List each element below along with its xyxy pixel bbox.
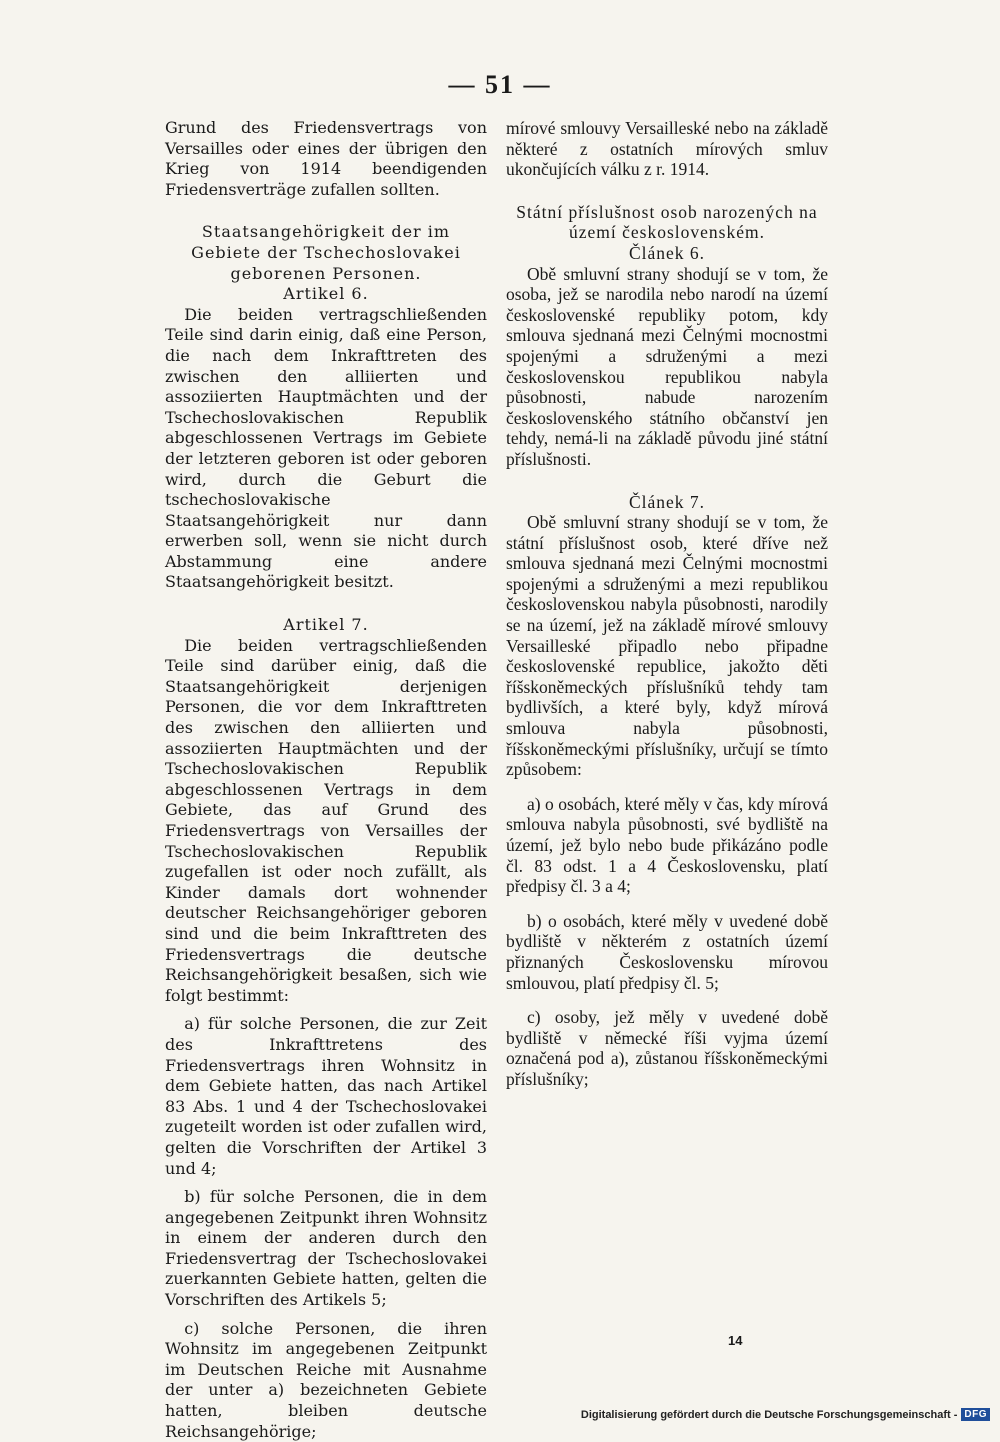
czech-article6-text: Obě smluvní strany shodují se v tom, že osoba, jež se narodila nebo narodí na území československé republiky potom, kdy smlouva sjednaná mezi Čelnými mocnostmi spojenými a sdruženými a mezi československou republikou nabyla působnosti, nabude narozením československého státního občanství jen tehdy, nemá-li na základě původu jiné státní příslušnosti. [506, 263, 828, 469]
german-article7-text: Die beiden vertragschließenden Teile sind darüber einig, daß die Staatsangehörigkeit derjenigen Personen, die vor dem Inkrafttreten des zwischen den alliierten und assoziierten Hauptmächten und der Tschechoslovakischen Republik abgeschlossenen Vertrags in dem Gebiete, das auf Grund des Friedensvertrags von Versailles der Tschechoslovakischen Republik zugefallen ist oder noch zufällt, als Kinder damals dort wohnender deutscher Reichsangehöriger geboren sind und die beim Inkrafttreten des Friedensvertrags die deutsche Reichsangehörigkeit besaßen, sich wie folgt bestimmt: [165, 635, 487, 1005]
page-number: — 51 — [448, 70, 552, 99]
czech-section-title: Státní příslušnost osob narozených na území československém. [516, 201, 818, 243]
signature-mark: 14 [728, 1333, 743, 1348]
czech-article7-text: Obě smluvní strany shodují se v tom, že státní příslušnost osob, které dříve než smlouva sjednaná mezi Čelnými mocnostmi spojenými a sdruženými a mezi republikou československou nabyla působnosti, narodily se na území, jež na základě mírové smlouvy Versailleské připadlo nebo připadne československé republice, jakožto děti říšskoněmeckých příslušníků tehdy tam bydlivších, a které byly, když mírová smlouva nabyla působnosti, říšskoněmeckými příslušníky, určují se tímto způsobem: [506, 512, 828, 780]
german-article7-title: Artikel 7. [283, 615, 369, 635]
czech-item-c: c) osoby, jež měly v uvedené době bydliště v německé říši vyjma území označená pod a), zůstanou říšskoněmeckými příslušníky; [506, 1007, 828, 1089]
german-article6-title: Artikel 6. [283, 284, 369, 304]
german-opening-paragraph: Grund des Friedensvertrags von Versailles oder eines der übrigen den Krieg von 1914 beendigenden Friedensverträge zufallen sollten. [165, 118, 487, 199]
czech-opening-paragraph: mírové smlouvy Versailleské nebo na základě některé z ostatních mírových smluv ukončujících válku z r. 1914. [506, 118, 828, 180]
czech-column [506, 118, 828, 1090]
german-item-c: c) solche Personen, die ihren Wohnsitz im angegebenen Zeitpunkt im Deutschen Reiche mit Ausnahme der unter a) bezeichneten Gebiete hatten, bleiben deutsche Reichsangehörige; [165, 1318, 487, 1441]
german-section-title: Staatsangehörigkeit der im Gebiete der Tschechoslovakei geborenen Personen. [191, 222, 461, 283]
dfg-logo-icon: DFG [961, 1408, 990, 1421]
czech-article7-title: Článek 7. [628, 491, 706, 512]
footer-text: Digitalisierung gefördert durch die Deutsche Forschungsgemeinschaft - [580, 1408, 958, 1421]
czech-item-b: b) o osobách, které měly v uvedené době bydliště v některém z ostatních území přiznaných Československu mírovou smlouvou, platí předpisy čl. 5; [506, 910, 828, 993]
german-item-a: a) für solche Personen, die zur Zeit des Inkrafttretens des Friedensvertrags ihren Wohnsitz in dem Gebiete hatten, das nach Artikel 83 Abs. 1 und 4 der Tschechoslovakei zugeteilt worden ist oder zufallen wird, gelten die Vorschriften der Artikel 3 und 4; [165, 1014, 487, 1178]
german-item-b: b) für solche Personen, die in dem angegebenen Zeitpunkt ihren Wohnsitz in einem der anderen durch den Friedensvertrag der Tschechoslovakei zuerkannten Gebiete hatten, gelten die Vorschriften des Artikels 5; [165, 1187, 487, 1310]
czech-item-a: a) o osobách, které měly v čas, kdy mírová smlouva nabyla působnosti, své bydliště na území, jež bylo nebo bude přikázáno podle čl. 83 odst. 1 a 4 Československu, platí předpisy čl. 3 a 4; [506, 793, 828, 897]
digitization-footer [581, 1408, 990, 1421]
czech-article6-title: Článek 6. [628, 242, 706, 263]
german-column [165, 118, 487, 1442]
german-article6-text: Die beiden vertragschließenden Teile sind darin einig, daß eine Person, die nach dem Inkrafttreten des zwischen den alliierten und assoziierten Hauptmächten und der Tschechoslovakischen Republik abgeschlossenen Vertrags im Gebiete der letzteren geboren ist oder geboren wird, durch die Geburt die tschechoslovakische Staatsangehörigkeit nur dann erwerben soll, wenn sie nicht durch Abstammung eine andere Staatsangehörigkeit besitzt. [165, 304, 487, 592]
